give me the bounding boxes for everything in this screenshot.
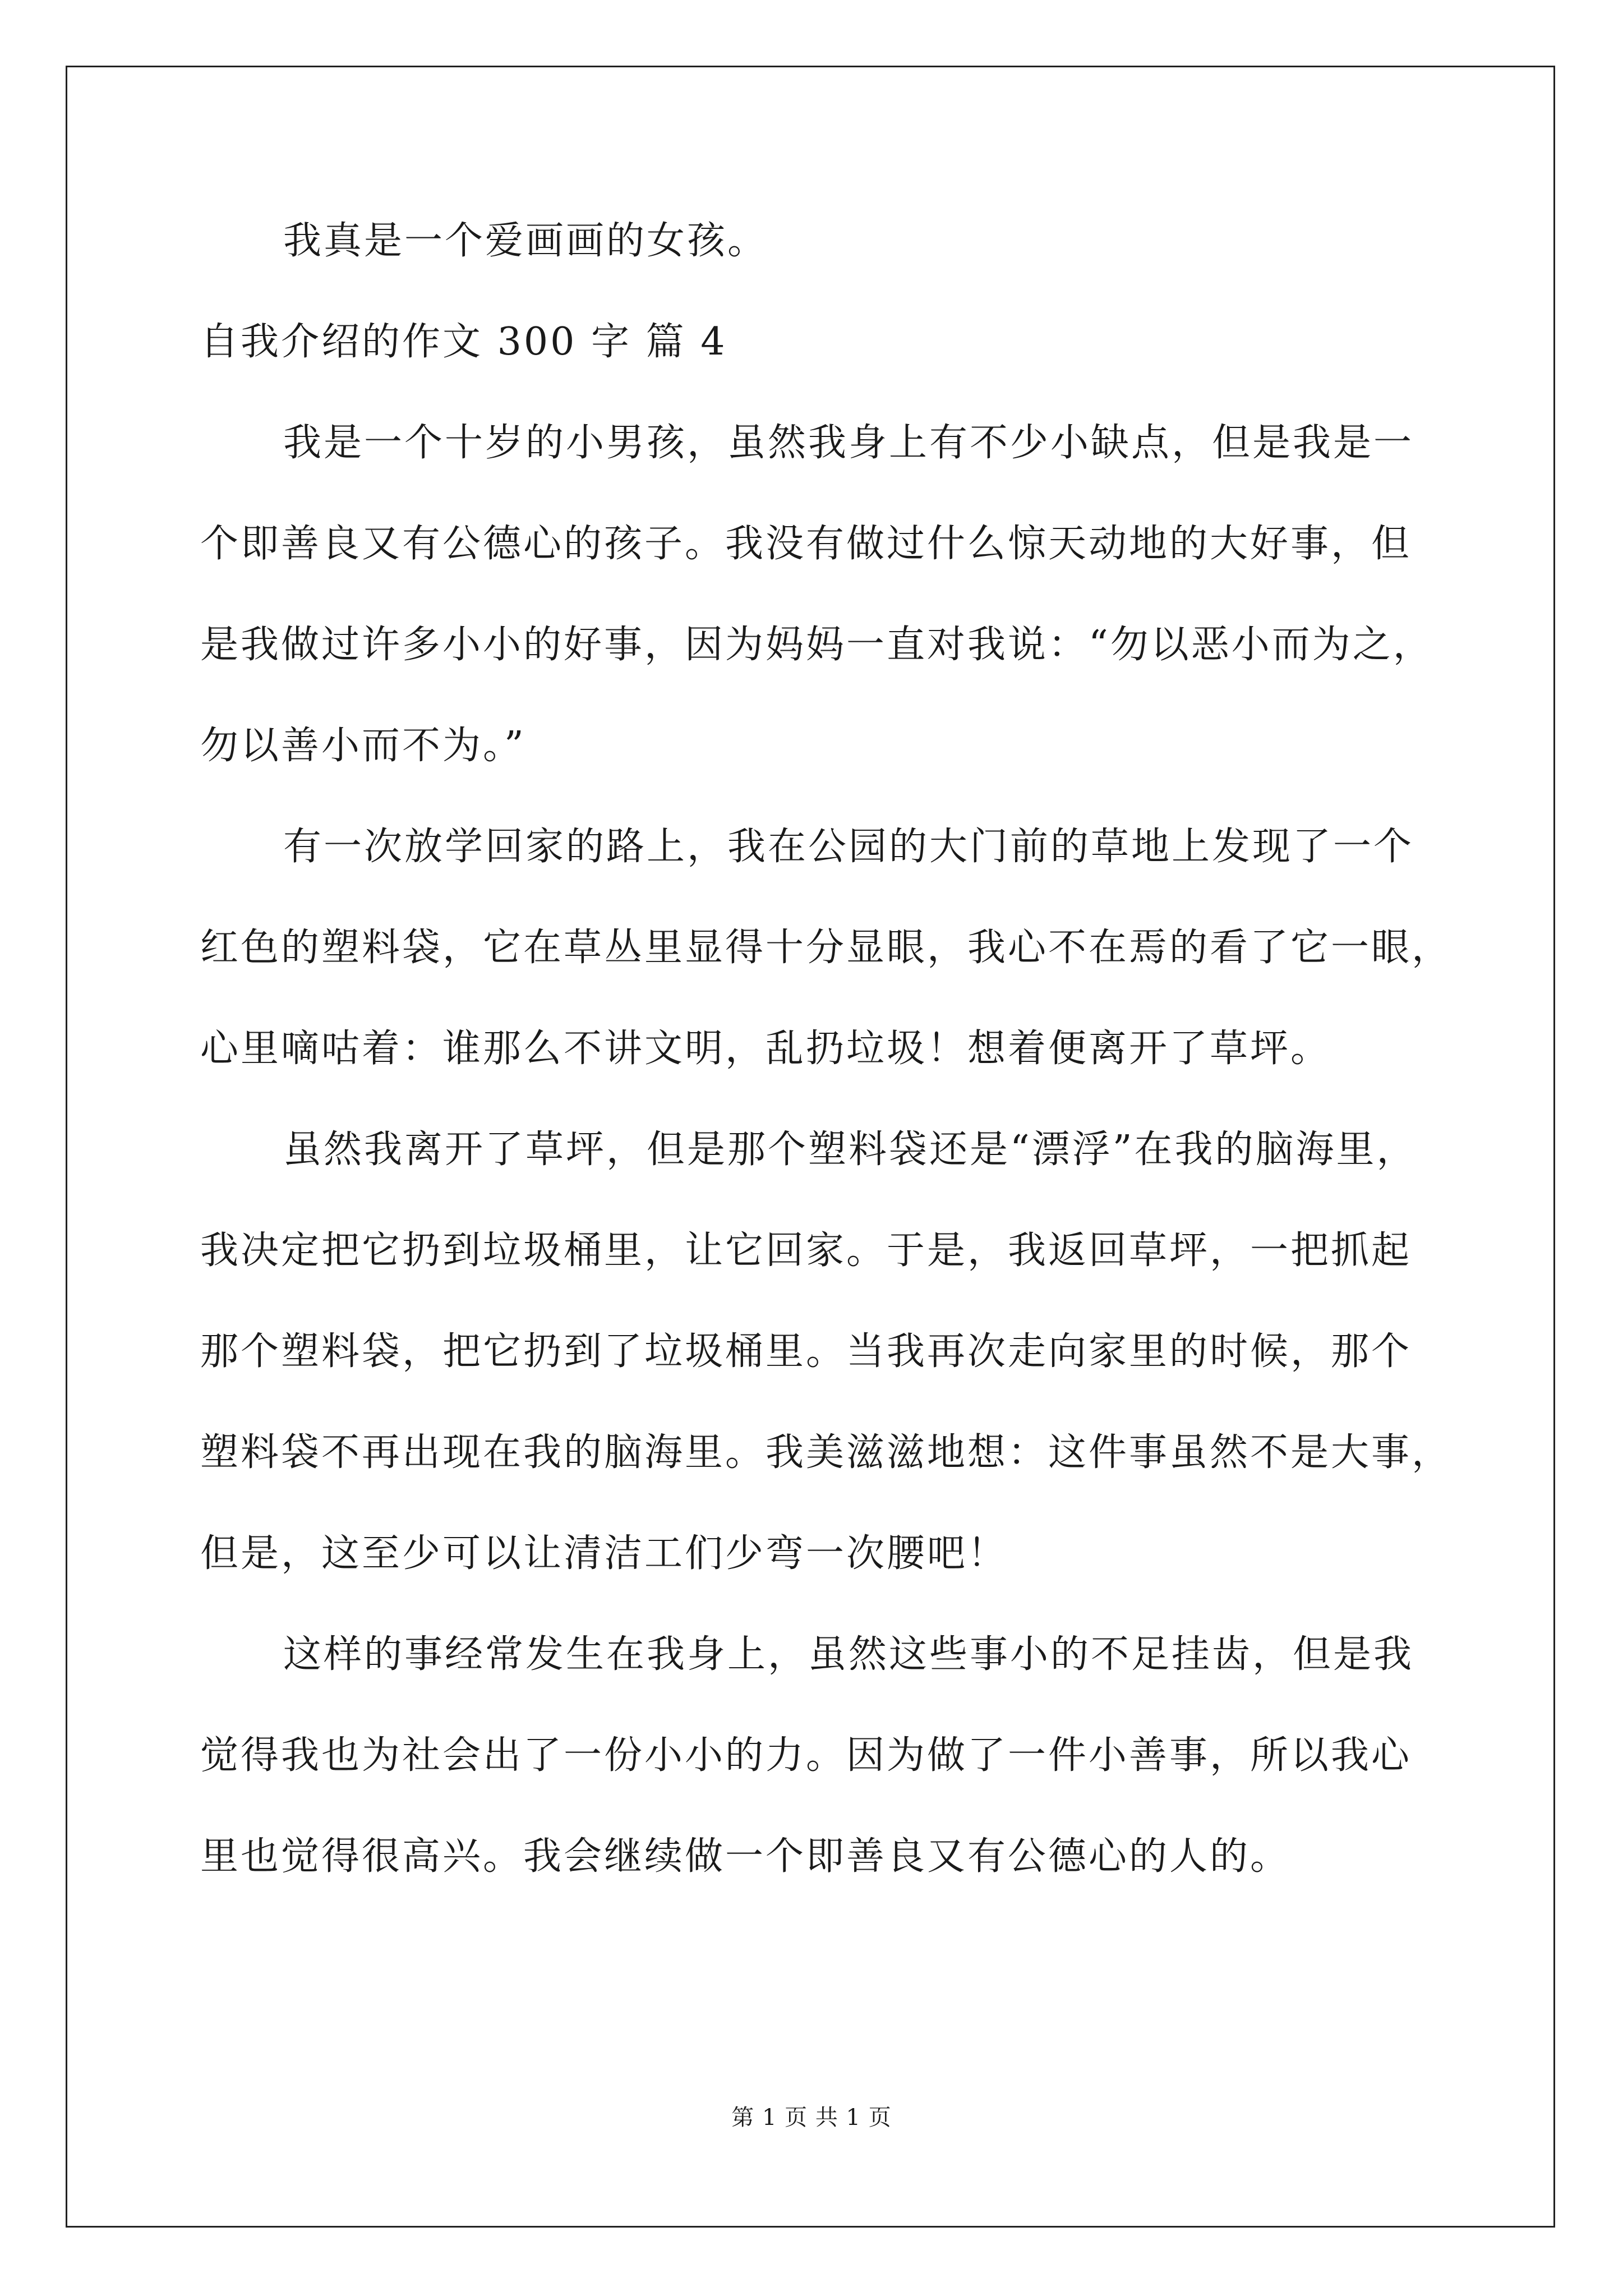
text-line: 个即善良又有公德心的孩子。我没有做过什么惊天动地的大好事，但 [200, 522, 1412, 566]
text-line: 勿以善小而不为。” [200, 724, 526, 768]
text-line: 那个塑料袋，把它扔到了垃圾桶里。当我再次走向家里的时候，那个 [200, 1329, 1412, 1374]
text-line: 塑料袋不再出现在我的脑海里。我美滋滋地想：这件事虽然不是大事， [200, 1430, 1453, 1475]
section-heading: 自我介绍的作文 300 字 篇 4 [200, 320, 727, 364]
text-line: 心里嘀咕着：谁那么不讲文明，乱扔垃圾！想着便离开了草坪。 [200, 1027, 1331, 1071]
text-line: 里也觉得很高兴。我会继续做一个即善良又有公德心的人的。 [200, 1834, 1291, 1879]
text-line: 但是，这至少可以让清洁工们少弯一次腰吧！ [200, 1531, 1008, 1576]
text-line: 我是一个十岁的小男孩，虽然我身上有不少小缺点，但是我是一 [283, 421, 1414, 465]
text-line: 有一次放学回家的路上，我在公园的大门前的草地上发现了一个 [283, 825, 1414, 869]
page-footer: 第 1 页 共 1 页 [731, 2105, 892, 2131]
text-line: 是我做过许多小小的好事，因为妈妈一直对我说：“勿以恶小而为之， [200, 623, 1433, 667]
text-line: 虽然我离开了草坪，但是那个塑料袋还是“漂浮”在我的脑海里， [283, 1128, 1417, 1172]
text-line: 红色的塑料袋，它在草丛里显得十分显眼，我心不在焉的看了它一眼， [200, 926, 1453, 970]
text-line: 我决定把它扔到垃圾桶里，让它回家。于是，我返回草坪，一把抓起 [200, 1228, 1412, 1273]
text-line: 这样的事经常发生在我身上，虽然这些事小的不足挂齿，但是我 [283, 1632, 1414, 1677]
text-line: 我真是一个爱画画的女孩。 [283, 219, 768, 263]
text-line: 觉得我也为社会出了一份小小的力。因为做了一件小善事，所以我心 [200, 1733, 1412, 1778]
